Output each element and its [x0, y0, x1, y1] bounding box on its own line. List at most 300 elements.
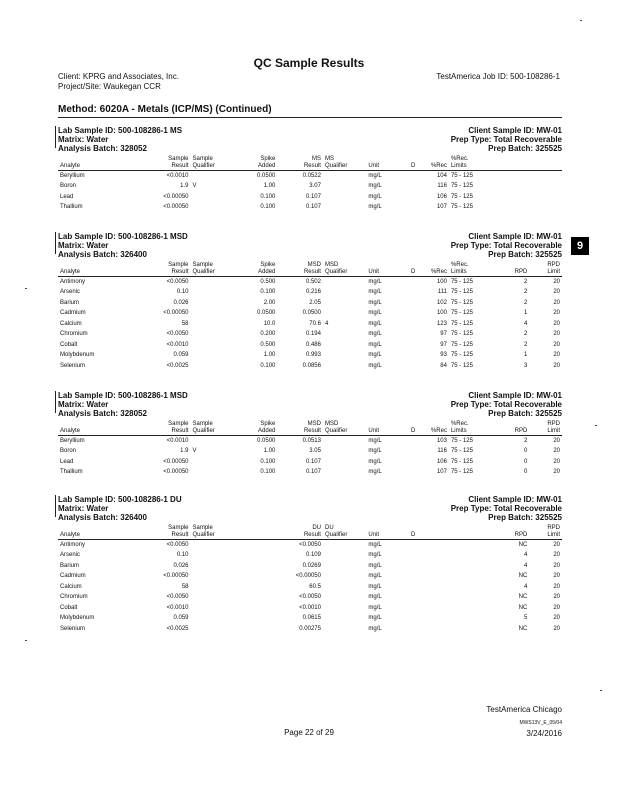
qc-results-table [58, 156, 562, 213]
table-cell: 20 [553, 448, 560, 455]
table-cell: 75 - 125 [450, 448, 473, 455]
table-cell: Arsenic [60, 289, 81, 296]
column-header: Qualifier [323, 428, 366, 436]
table-cell: 104 [436, 173, 447, 179]
table-cell [323, 340, 366, 351]
table-cell: 20 [553, 310, 560, 317]
table-cell: NC [518, 573, 528, 580]
column-header [366, 421, 405, 428]
method-heading: Method: 6020A - Metals (ICP/MS) (Continued) [58, 104, 272, 115]
scan-speck [580, 20, 582, 21]
table-cell [191, 436, 239, 447]
table-cell: 75 - 125 [450, 193, 473, 200]
table-cell: Beryllium [60, 173, 85, 179]
table-cell [406, 329, 421, 340]
column-header: Spike [260, 421, 276, 427]
table-cell: 1 [523, 310, 528, 317]
table-cell: 0.100 [260, 193, 276, 200]
table-cell [421, 571, 449, 582]
prep-type: Prep Type: Total Recoverable [450, 135, 562, 144]
table-cell: <0.0050 [166, 542, 189, 548]
table-cell: 0 [523, 469, 528, 476]
section-tab-badge: 9 [571, 237, 589, 255]
table-cell: <0.00050 [163, 469, 189, 476]
section-bar [55, 495, 56, 517]
table-cell: 20 [553, 594, 560, 601]
table-cell: Cadmium [60, 573, 86, 580]
table-cell: <0.0025 [166, 625, 189, 632]
table-cell: Molybdenum [60, 615, 95, 622]
table-cell: mg/L [368, 183, 382, 190]
table-cell: 0.10 [176, 289, 189, 296]
table-cell: 20 [553, 552, 560, 559]
column-header [58, 262, 145, 269]
page-number: Page 22 of 29 [284, 728, 334, 737]
table-cell: Cobalt [60, 341, 78, 348]
column-header: RPD [497, 428, 530, 436]
column-header: Limits [449, 428, 497, 436]
table-cell: <0.0010 [166, 341, 189, 348]
table-row [58, 561, 562, 572]
table-cell: 0.026 [173, 299, 189, 306]
table-cell [191, 192, 239, 203]
table-cell: <0.0050 [166, 279, 189, 285]
table-header-row [58, 156, 562, 163]
column-header: Unit [366, 428, 405, 436]
column-header: Analyte [58, 532, 145, 540]
column-header: RPD [497, 269, 530, 277]
column-header: Spike [260, 262, 276, 268]
table-cell: <0.0050 [166, 331, 189, 338]
table-cell: 4 [523, 552, 528, 559]
column-header: Qualifier [323, 532, 366, 540]
table-row [58, 277, 562, 288]
table-cell: <0.00050 [163, 204, 189, 211]
table-cell [238, 561, 277, 572]
table-cell [421, 613, 449, 624]
table-cell: 0.993 [305, 352, 321, 359]
column-header: Spike [260, 156, 276, 162]
table-row [58, 340, 562, 351]
table-cell [323, 308, 366, 319]
column-header [366, 262, 405, 269]
table-cell [191, 561, 239, 572]
column-header [421, 156, 449, 163]
table-cell: 0.0500 [257, 438, 276, 444]
table-cell: V [192, 183, 197, 190]
table-cell: 0.107 [305, 204, 321, 211]
table-cell [406, 350, 421, 361]
column-header [58, 525, 145, 532]
table-cell: Boron [60, 448, 77, 455]
table-cell: mg/L [368, 542, 382, 548]
column-header [366, 525, 405, 532]
table-cell [323, 467, 366, 478]
table-cell: 75 - 125 [450, 310, 473, 317]
analysis-batch: Analysis Batch: 328052 [58, 409, 147, 418]
table-cell [449, 592, 497, 603]
table-header-row [58, 532, 562, 540]
column-header: Unit [366, 532, 405, 540]
table-cell: 0.059 [173, 352, 189, 359]
table-cell [323, 550, 366, 561]
table-cell [191, 340, 239, 351]
table-row [58, 550, 562, 561]
table-cell [323, 298, 366, 309]
table-header-row [58, 525, 562, 532]
table-cell: 60.5 [309, 583, 321, 590]
table-cell: mg/L [368, 604, 382, 611]
table-cell: 0.100 [260, 469, 276, 476]
matrix: Matrix: Water [58, 504, 109, 513]
table-cell: Antimony [60, 542, 86, 548]
table-header-row [58, 269, 562, 277]
table-cell: V [192, 448, 197, 455]
table-cell [191, 361, 239, 372]
table-cell: <0.00050 [163, 310, 189, 317]
qc-section [58, 126, 562, 213]
table-cell [323, 582, 366, 593]
table-cell: 97 [440, 341, 447, 348]
table-cell [323, 329, 366, 340]
table-cell: 20 [553, 279, 560, 285]
column-header [421, 262, 449, 269]
table-cell: NC [518, 542, 528, 548]
table-cell: 75 - 125 [450, 204, 473, 211]
table-cell: 1.00 [263, 183, 276, 190]
table-cell: 0.0513 [302, 438, 321, 444]
table-cell: 4 [324, 320, 329, 327]
table-cell [238, 624, 277, 635]
column-header: Unit [366, 163, 405, 171]
table-cell: 75 - 125 [450, 458, 473, 465]
table-cell [406, 550, 421, 561]
table-cell: 20 [553, 289, 560, 296]
table-cell: 0.00275 [299, 625, 321, 632]
table-cell: 0.100 [260, 362, 276, 369]
table-cell: 20 [553, 573, 560, 580]
table-cell: 0 [523, 458, 528, 465]
table-cell: NC [518, 625, 528, 632]
column-header [497, 525, 530, 532]
table-cell: 0.0522 [302, 173, 321, 179]
table-cell: 0.0856 [302, 362, 321, 369]
table-cell [406, 446, 421, 457]
matrix: Matrix: Water [58, 400, 109, 409]
column-header: Result [145, 428, 191, 436]
column-header [497, 262, 530, 269]
table-cell [529, 171, 562, 182]
table-cell [421, 561, 449, 572]
column-header: %Rec [421, 269, 449, 277]
table-cell: mg/L [368, 362, 382, 369]
table-cell: mg/L [368, 204, 382, 211]
column-header: MSD [307, 262, 321, 268]
table-cell: 4 [523, 562, 528, 569]
table-cell: mg/L [368, 320, 382, 327]
table-cell [238, 613, 277, 624]
client-sample-id: Client Sample ID: MW-01 [468, 495, 562, 504]
table-row [58, 181, 562, 192]
column-header [497, 156, 530, 163]
table-cell: 2 [523, 289, 528, 296]
table-cell: 58 [181, 320, 189, 327]
table-cell: mg/L [368, 310, 382, 317]
table-cell [323, 171, 366, 182]
table-cell [191, 308, 239, 319]
table-cell: 84 [440, 362, 447, 369]
column-header [497, 421, 530, 428]
table-cell [323, 457, 366, 468]
table-cell: 0.0500 [257, 310, 276, 317]
table-row [58, 319, 562, 330]
section-bar [55, 126, 56, 148]
table-row [58, 446, 562, 457]
column-header: Sample [168, 262, 189, 268]
column-header: Sample [168, 421, 189, 427]
table-cell: mg/L [368, 352, 382, 359]
table-cell [421, 592, 449, 603]
table-cell [191, 298, 239, 309]
table-cell [529, 192, 562, 203]
table-cell: Lead [60, 458, 74, 465]
column-header [497, 163, 530, 171]
table-cell: 0.109 [305, 552, 321, 559]
table-cell: 0.0615 [302, 615, 321, 622]
table-cell: <0.0010 [166, 604, 189, 611]
table-cell: NC [518, 594, 528, 601]
column-header: %Rec [421, 428, 449, 436]
table-cell [406, 171, 421, 182]
column-header: D [406, 269, 421, 277]
table-cell: 3.05 [309, 448, 321, 455]
table-cell: Beryllium [60, 438, 85, 444]
table-cell: Cadmium [60, 310, 86, 317]
table-cell [323, 436, 366, 447]
table-cell: NC [518, 604, 528, 611]
table-row [58, 571, 562, 582]
matrix: Matrix: Water [58, 241, 109, 250]
table-row [58, 298, 562, 309]
table-cell: 20 [553, 469, 560, 476]
column-header [449, 525, 497, 532]
prep-batch: Prep Batch: 325525 [488, 144, 562, 153]
table-cell: 75 - 125 [450, 289, 473, 296]
table-cell: 0.100 [260, 204, 276, 211]
table-row [58, 287, 562, 298]
table-cell: Cobalt [60, 604, 78, 611]
table-cell [406, 540, 421, 551]
table-cell: 3.07 [309, 183, 321, 190]
column-header: DU [312, 525, 321, 531]
table-cell: 0.107 [305, 458, 321, 465]
table-cell: mg/L [368, 573, 382, 580]
footer-company: TestAmerica Chicago [486, 705, 562, 714]
table-cell [323, 613, 366, 624]
table-cell [497, 181, 530, 192]
column-header: %Rec. [450, 421, 469, 427]
table-cell: <0.0010 [166, 438, 189, 444]
table-cell: 75 - 125 [450, 173, 473, 179]
matrix: Matrix: Water [58, 135, 109, 144]
table-cell: Arsenic [60, 552, 81, 559]
column-header: RPD [547, 262, 560, 268]
table-cell [449, 603, 497, 614]
table-cell: mg/L [368, 173, 382, 179]
job-id: TestAmerica Job ID: 500-108286-1 [436, 72, 560, 81]
column-header [406, 262, 421, 269]
column-header [406, 421, 421, 428]
table-row [58, 202, 562, 213]
column-header [449, 532, 497, 540]
table-row [58, 329, 562, 340]
table-cell: 20 [553, 352, 560, 359]
table-cell: 2 [523, 438, 528, 444]
column-header: Sample [192, 262, 213, 268]
table-cell: Lead [60, 193, 74, 200]
analysis-batch: Analysis Batch: 326400 [58, 513, 147, 522]
column-header: MS [324, 156, 334, 162]
table-header-row [58, 262, 562, 269]
table-cell [406, 624, 421, 635]
table-cell [323, 592, 366, 603]
scan-speck [595, 425, 597, 426]
table-cell: 2 [523, 341, 528, 348]
prep-type: Prep Type: Total Recoverable [450, 504, 562, 513]
table-row [58, 540, 562, 551]
lab-sample-id: Lab Sample ID: 500-108286-1 MSD [58, 391, 188, 400]
table-cell: 0.100 [260, 458, 276, 465]
table-cell [191, 592, 239, 603]
table-cell: 4 [523, 583, 528, 590]
table-cell: mg/L [368, 341, 382, 348]
table-header-row [58, 421, 562, 428]
table-cell: 0.500 [260, 279, 276, 285]
table-cell: 75 - 125 [450, 299, 473, 306]
table-cell: Calcium [60, 583, 82, 590]
table-cell: Barium [60, 299, 80, 306]
table-cell: 106 [436, 458, 447, 465]
table-cell: 106 [436, 193, 447, 200]
table-cell: 75 - 125 [450, 279, 473, 285]
table-cell: 20 [553, 458, 560, 465]
table-cell [191, 550, 239, 561]
section-bar [55, 232, 56, 254]
table-cell: 20 [553, 615, 560, 622]
scan-speck [25, 640, 27, 641]
lab-sample-id: Lab Sample ID: 500-108286-1 MSD [58, 232, 188, 241]
table-cell: 75 - 125 [450, 341, 473, 348]
column-header [421, 532, 449, 540]
table-cell [421, 550, 449, 561]
table-cell: 107 [436, 469, 447, 476]
column-header [58, 421, 145, 428]
column-header: Added [238, 428, 277, 436]
table-cell: 111 [437, 289, 447, 296]
table-cell [449, 571, 497, 582]
qc-section [58, 495, 562, 634]
table-cell: 75 - 125 [450, 320, 473, 327]
table-cell: <0.00050 [295, 573, 321, 580]
table-cell: 20 [553, 299, 560, 306]
table-cell [449, 540, 497, 551]
column-header: Unit [366, 269, 405, 277]
column-header: RPD [497, 532, 530, 540]
table-cell: 93 [440, 352, 447, 359]
table-cell [323, 540, 366, 551]
table-cell [238, 603, 277, 614]
table-cell [406, 571, 421, 582]
table-cell: mg/L [368, 448, 382, 455]
table-cell: 0.026 [173, 562, 189, 569]
table-row [58, 361, 562, 372]
table-cell [323, 361, 366, 372]
column-header: Limit [529, 428, 562, 436]
project-site: Project/Site: Waukegan CCR [58, 82, 161, 91]
table-row [58, 192, 562, 203]
table-cell [449, 561, 497, 572]
table-cell [449, 550, 497, 561]
table-cell: 0.0500 [257, 173, 276, 179]
table-cell: 2.00 [263, 299, 276, 306]
table-cell: Calcium [60, 320, 82, 327]
column-header: Qualifier [323, 163, 366, 171]
table-cell: 20 [553, 604, 560, 611]
client-sample-id: Client Sample ID: MW-01 [468, 126, 562, 135]
column-header [421, 421, 449, 428]
table-row [58, 624, 562, 635]
table-cell: 75 - 125 [450, 183, 473, 190]
table-cell: 116 [437, 448, 447, 455]
table-cell: 0.486 [305, 341, 321, 348]
table-cell: 5 [523, 615, 528, 622]
table-cell: 0.0269 [302, 562, 321, 569]
section-header [58, 495, 562, 525]
table-cell [529, 202, 562, 213]
column-header [529, 156, 562, 163]
prep-batch: Prep Batch: 325525 [488, 513, 562, 522]
column-header: Sample [192, 525, 213, 531]
table-cell: Thallium [60, 469, 83, 476]
column-header: D [406, 163, 421, 171]
table-row [58, 592, 562, 603]
column-header: MSD [324, 421, 339, 427]
table-cell: Chromium [60, 594, 88, 601]
table-cell [323, 624, 366, 635]
table-cell [406, 287, 421, 298]
table-cell [406, 181, 421, 192]
column-header [238, 525, 277, 532]
table-cell: 97 [440, 331, 447, 338]
table-row [58, 171, 562, 182]
table-row [58, 613, 562, 624]
table-cell: 2 [523, 331, 528, 338]
client-name: Client: KPRG and Associates, Inc. [58, 72, 179, 81]
table-cell: mg/L [368, 299, 382, 306]
table-cell [406, 298, 421, 309]
column-header: Result [277, 163, 323, 171]
table-cell: 75 - 125 [450, 362, 473, 369]
table-cell: 0.502 [305, 279, 321, 285]
table-cell: <0.00050 [163, 458, 189, 465]
table-cell: 20 [553, 438, 560, 444]
table-row [58, 457, 562, 468]
table-cell: 10.0 [263, 320, 276, 327]
table-cell: <0.0010 [166, 173, 189, 179]
footer-date: 3/24/2016 [526, 729, 562, 738]
table-cell [406, 277, 421, 288]
column-header: %Rec. [450, 156, 469, 162]
